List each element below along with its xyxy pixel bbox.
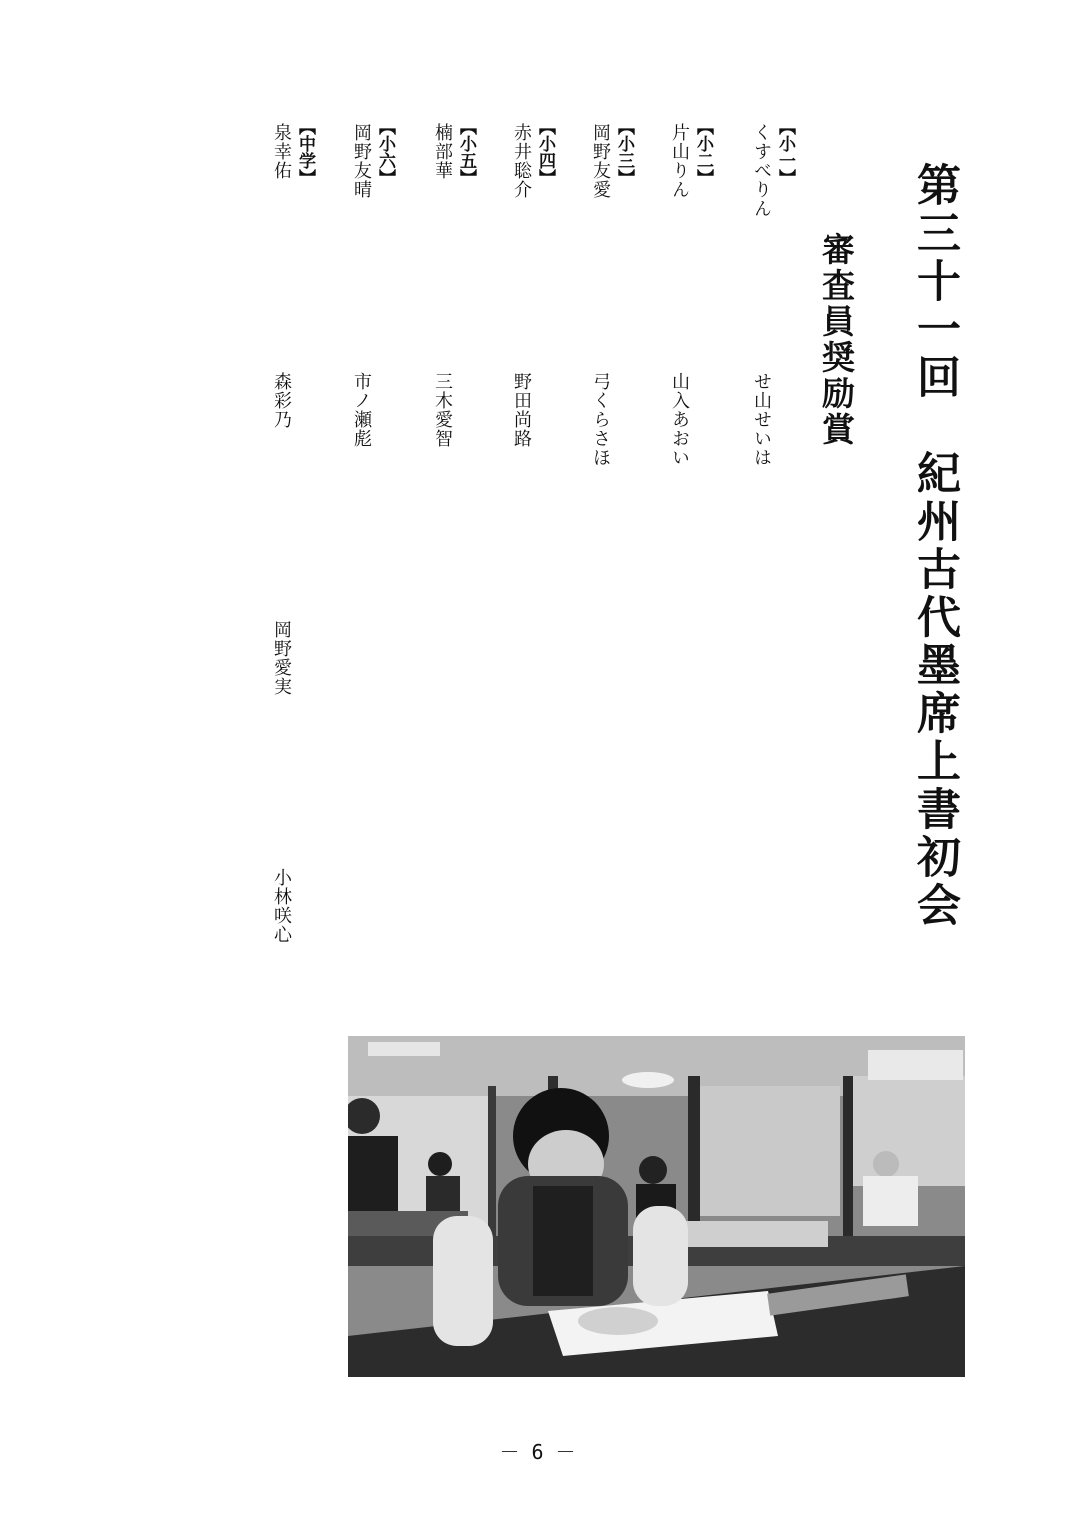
awardee-name: 小林咲心	[271, 868, 292, 944]
photo-illustration	[348, 1036, 965, 1377]
grade-label: 【小二】	[693, 118, 713, 186]
award-column-grade3	[591, 118, 639, 1018]
awardee-name: せ山せいは	[751, 372, 772, 467]
grade-label: 【小四】	[535, 118, 555, 186]
awardee-name: くすべりん	[751, 123, 772, 218]
grade-label: 【小五】	[456, 118, 476, 186]
awardee-name: 泉幸佑	[271, 123, 292, 180]
awardee-name: 三木愛智	[432, 372, 453, 448]
awardee-name: 片山りん	[669, 123, 690, 199]
award-column-grade5	[433, 118, 481, 1018]
awardee-name: 岡野愛実	[271, 620, 292, 696]
award-column-grade4	[512, 118, 560, 1018]
award-column-grade1	[752, 118, 800, 1018]
awardee-name: 森彩乃	[271, 372, 292, 429]
grade-label: 【小三】	[614, 118, 634, 186]
awardee-name: 岡野友晴	[351, 123, 372, 199]
page-number: － 6 －	[499, 1440, 576, 1464]
awardee-name: 楠部華	[432, 123, 453, 180]
awardee-name: 市ノ瀬彪	[351, 372, 372, 448]
awardee-name: 弓くらさほ	[590, 372, 611, 467]
grade-label: 【小六】	[375, 118, 395, 186]
awardee-name: 山入あおい	[669, 372, 690, 467]
awardee-name: 赤井聡介	[511, 123, 532, 199]
grade-label: 【中学】	[295, 118, 315, 186]
awardee-name: 岡野友愛	[590, 123, 611, 199]
awardee-name: 野田尚路	[511, 372, 532, 448]
event-photo	[348, 1036, 965, 1377]
award-column-junior-high	[272, 118, 320, 1018]
award-column-grade6	[352, 118, 400, 1018]
grade-label: 【小一】	[775, 118, 795, 186]
page-title: 第三十一回 紀州古代墨席上書初会	[909, 162, 960, 930]
award-column-grade2	[670, 118, 718, 1018]
award-title: 審査員奨励賞	[817, 232, 856, 448]
